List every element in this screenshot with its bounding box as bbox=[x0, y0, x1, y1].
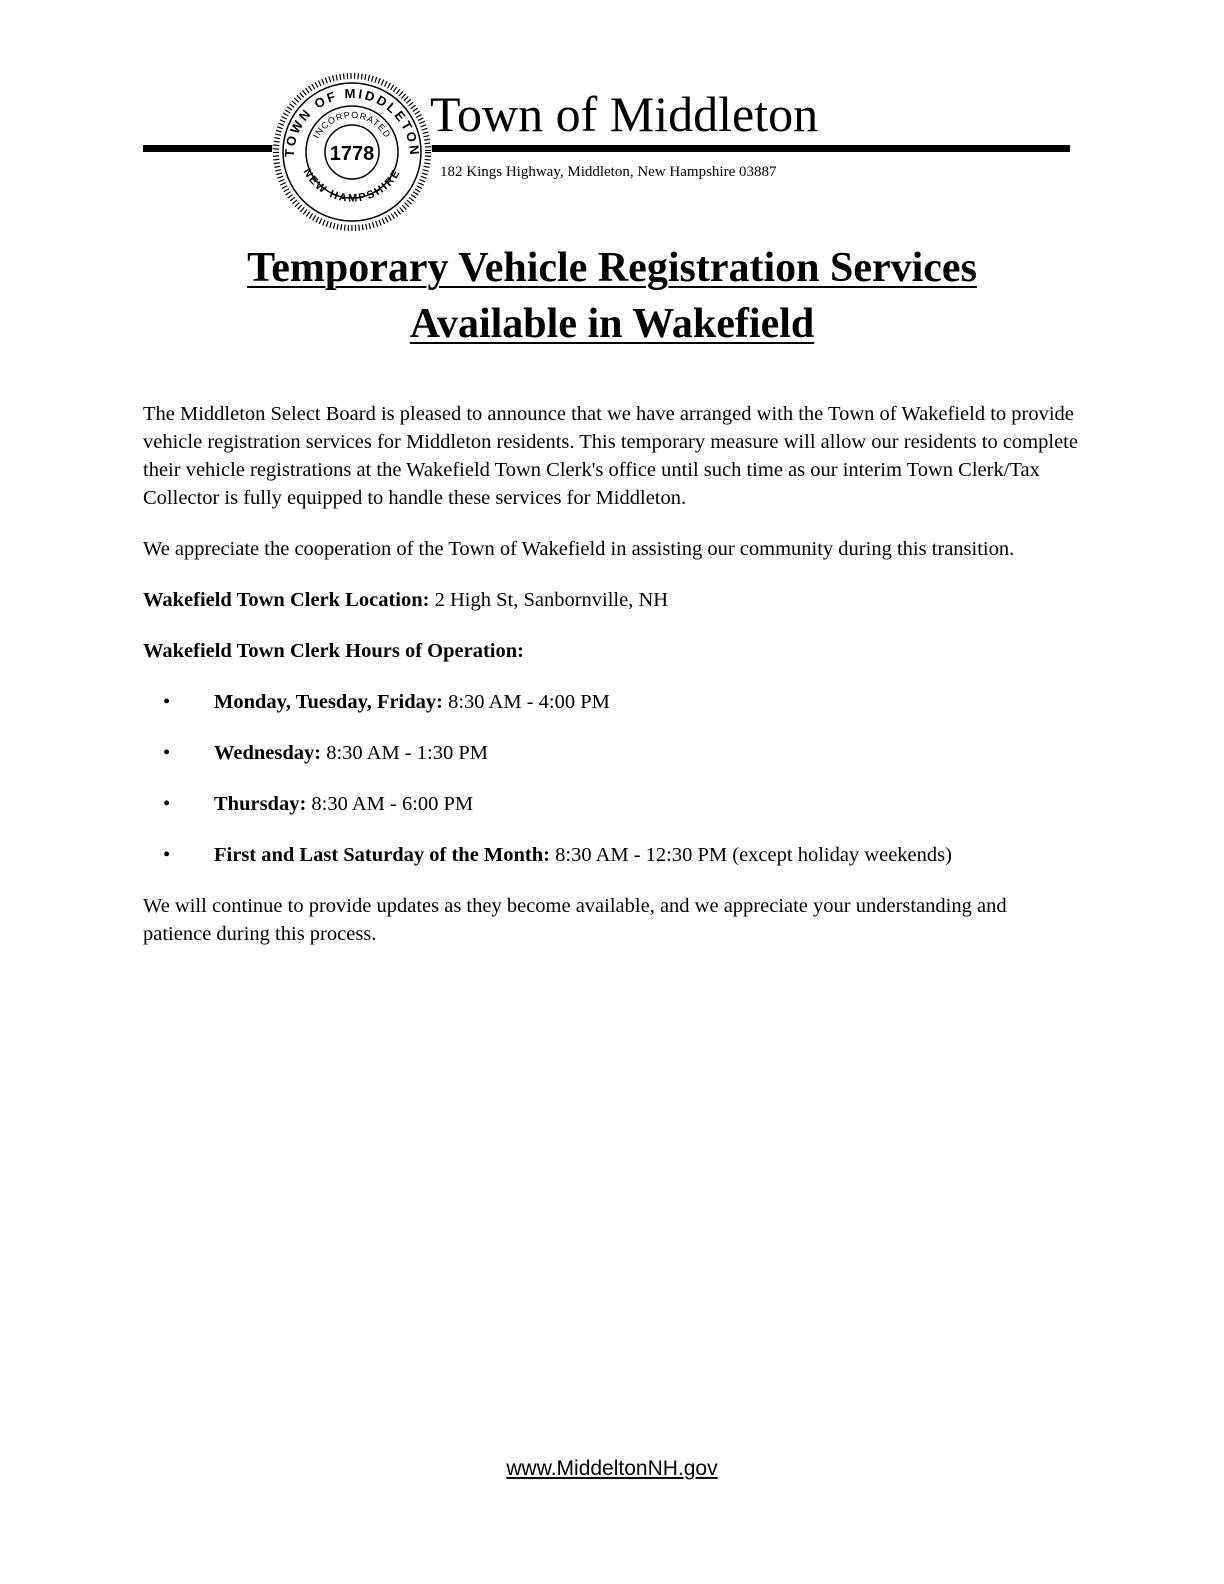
svg-text:INCORPORATED: INCORPORATED bbox=[311, 109, 393, 140]
intro-paragraph: The Middleton Select Board is pleased to announce that we have arranged with the Town of Wakefield to provide vehicle registration services for Middleton residents. This temporary measure will allow our residents to complete their vehicle registrations at the Wakefield Town Clerk's office until such time as our interim Town Clerk/Tax Collector is fully equipped to handle these services for Middleton. bbox=[143, 403, 1078, 509]
hours-day: First and Last Saturday of the Month: bbox=[214, 844, 550, 866]
svg-text:NEW HAMPSHIRE: NEW HAMPSHIRE bbox=[300, 166, 404, 205]
bullet: • bbox=[163, 844, 171, 866]
bullet: • bbox=[163, 691, 171, 713]
hours-item-wednesday bbox=[143, 739, 1078, 767]
hours-day: Monday, Tuesday, Friday: bbox=[214, 691, 443, 713]
location-label: Wakefield Town Clerk Location: bbox=[143, 589, 430, 611]
location-line bbox=[143, 586, 1078, 614]
hours-heading: Wakefield Town Clerk Hours of Operation: bbox=[143, 640, 524, 662]
town-seal-logo bbox=[272, 72, 432, 232]
hours-time: 8:30 AM - 4:00 PM bbox=[442, 691, 610, 713]
hours-time: 8:30 AM - 12:30 PM (except holiday weekends) bbox=[550, 844, 952, 866]
town-name: Town of Middleton bbox=[430, 84, 826, 144]
hours-time: 8:30 AM - 1:30 PM bbox=[321, 742, 488, 764]
hours-list bbox=[143, 688, 1078, 869]
hours-day: Thursday: bbox=[214, 793, 307, 815]
announcement-headline bbox=[120, 240, 1104, 352]
bullet: • bbox=[163, 742, 171, 764]
announcement-body bbox=[143, 400, 1078, 971]
website-link[interactable]: www.MiddeltonNH.gov bbox=[506, 1457, 718, 1480]
headline-line-1: Temporary Vehicle Registration Services bbox=[247, 245, 977, 291]
hours-item-thursday bbox=[143, 790, 1078, 818]
appreciation-paragraph: We appreciate the cooperation of the Town of Wakefield in assisting our community during this transition. bbox=[143, 538, 1015, 560]
hours-day: Wednesday: bbox=[214, 742, 322, 764]
svg-text:1778: 1778 bbox=[329, 143, 375, 165]
headline-line-2: Available in Wakefield bbox=[409, 301, 815, 347]
hours-time: 8:30 AM - 6:00 PM bbox=[306, 793, 474, 815]
closing-paragraph: We will continue to provide updates as they become available, and we appreciate your understanding and patience during this process. bbox=[143, 895, 1007, 945]
hours-item-mon-tue-fri bbox=[143, 688, 1078, 716]
town-address: 182 Kings Highway, Middleton, New Hampshire 03887 bbox=[440, 164, 777, 180]
hours-item-saturday bbox=[143, 841, 1078, 869]
location-value: 2 High St, Sanbornville, NH bbox=[429, 589, 669, 611]
footer bbox=[0, 1455, 1224, 1483]
svg-text:TOWN OF MIDDLETON: TOWN OF MIDDLETON bbox=[281, 85, 423, 158]
bullet: • bbox=[163, 793, 171, 815]
